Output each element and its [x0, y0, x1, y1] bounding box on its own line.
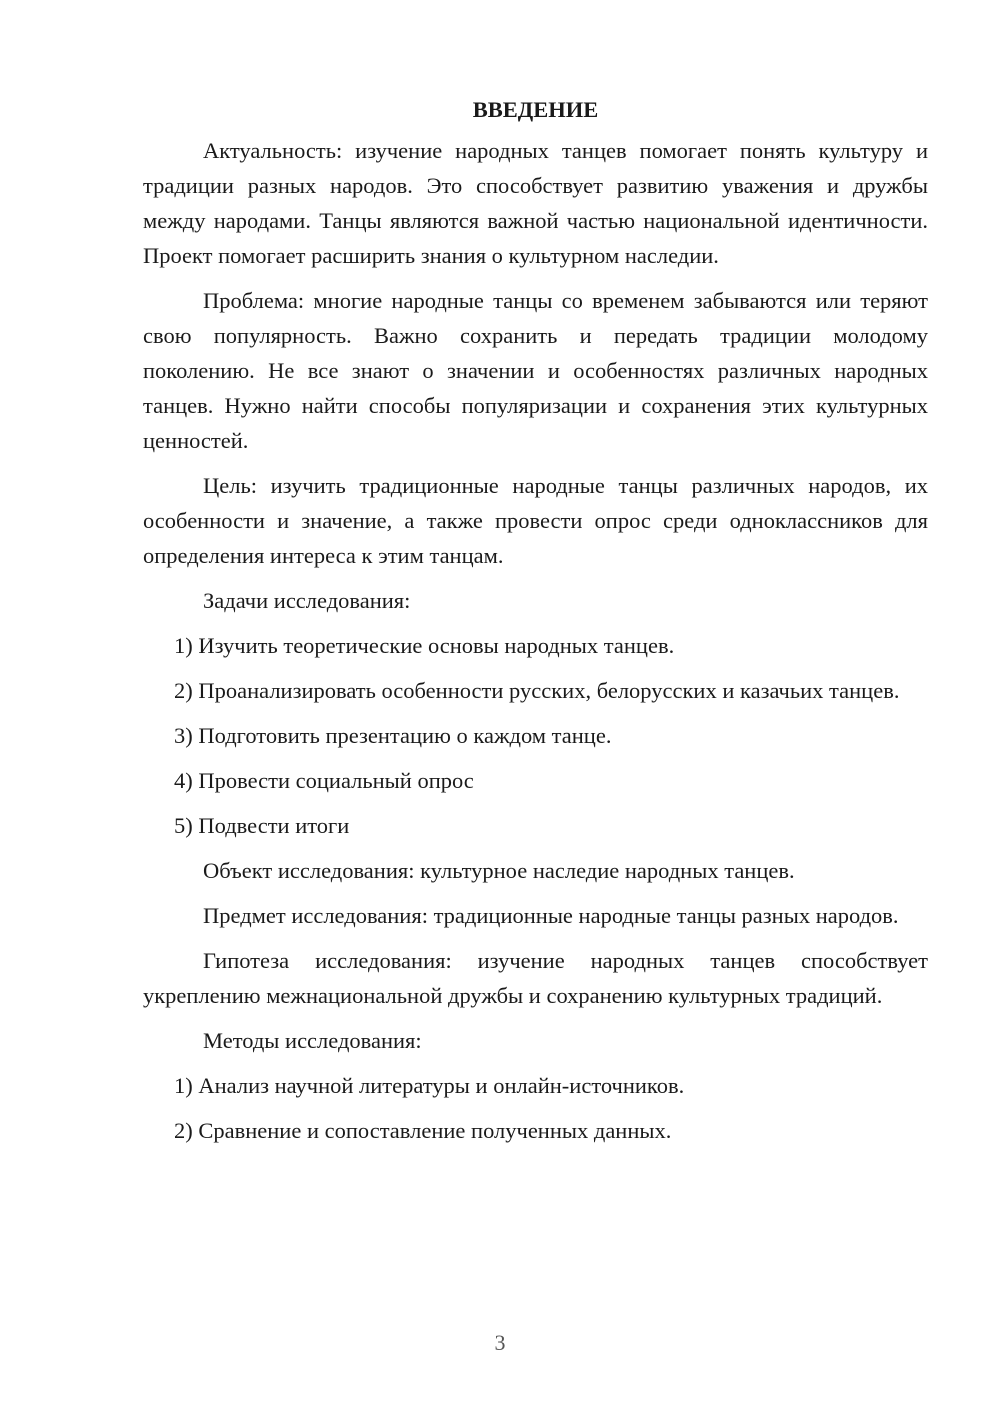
- goal-paragraph: Цель: изучить традиционные народные танцы различных народов, их особенности и значение, а также провести опрос среди одноклассников для определения интереса к этим танцам.: [143, 473, 928, 568]
- method-item-1: 1) Анализ научной литературы и онлайн-источников.: [174, 1073, 685, 1098]
- problem-paragraph: Проблема: многие народные танцы со временем забываются или теряют свою популярность. Важно сохранить и передать традиции молодому поколению. Не все знают о значении и особенностях различных народных танцев. Нужно найти способы популяризации и сохранения этих культурных ценностей.: [143, 288, 928, 453]
- task-item-4: 4) Провести социальный опрос: [174, 768, 474, 793]
- section-title: ВВЕДЕНИЕ: [472, 97, 599, 122]
- subject-paragraph: Предмет исследования: традиционные народные танцы разных народов.: [203, 903, 899, 928]
- object-paragraph: Объект исследования: культурное наследие народных танцев.: [203, 858, 795, 883]
- document-page: [143, 92, 928, 1158]
- hypothesis-paragraph: Гипотеза исследования: изучение народных танцев способствует укреплению межнациональной дружбы и сохранению культурных традиций.: [143, 948, 928, 1008]
- relevance-paragraph: Актуальность: изучение народных танцев помогает понять культуру и традиции разных народов. Это способствует развитию уважения и дружбы между народами. Танцы являются важной частью национальной идентичности. Проект помогает расширить знания о культурном наследии.: [143, 138, 928, 268]
- method-item-2: 2) Сравнение и сопоставление полученных данных.: [174, 1118, 672, 1143]
- task-item-5: 5) Подвести итоги: [174, 813, 350, 838]
- tasks-heading: Задачи исследования:: [203, 588, 411, 613]
- methods-heading: Методы исследования:: [203, 1028, 422, 1053]
- task-item-2: 2) Проанализировать особенности русских, белорусских и казачьих танцев.: [174, 678, 900, 703]
- page-number: 3: [494, 1330, 506, 1355]
- task-item-1: 1) Изучить теоретические основы народных танцев.: [174, 633, 675, 658]
- task-item-3: 3) Подготовить презентацию о каждом танце.: [174, 723, 612, 748]
